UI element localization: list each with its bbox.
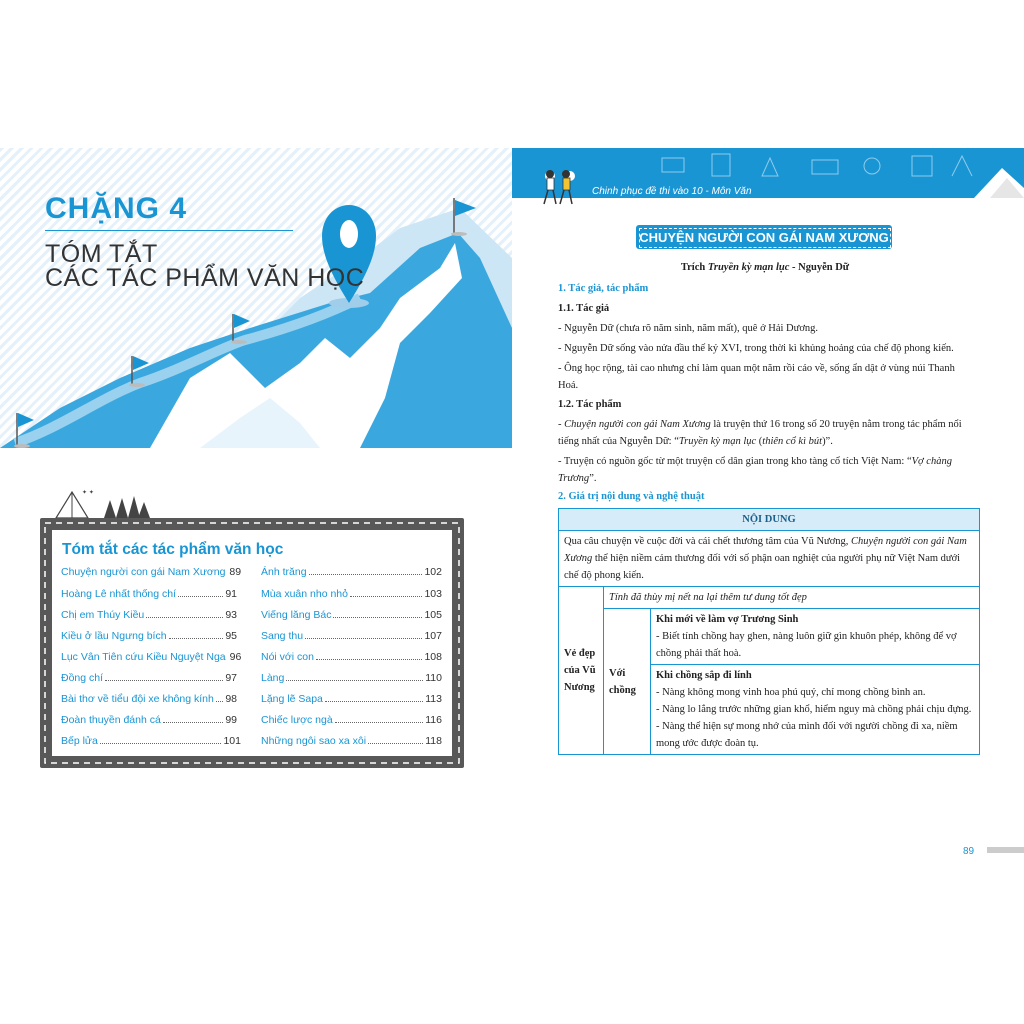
students-illustration (540, 166, 576, 210)
sub-label: Với chồng (604, 609, 651, 755)
subsection-heading: 1.2. Tác phẩm (558, 399, 622, 410)
section-heading: 1. Tác giả, tác phẩm (558, 283, 649, 294)
source-line: Trích Truyền kỳ mạn lục - Nguyễn Dữ (680, 262, 850, 273)
toc-entry[interactable]: Chuyện người con gái Nam Xương 89 (61, 566, 242, 578)
subsection-heading: 1.1. Tác giả (558, 303, 610, 314)
toc-entry[interactable]: Chị em Thúy Kiều 93 (61, 609, 237, 621)
paragraph: - Truyện có nguồn gốc từ một truyện cổ dân gian trong kho tàng cổ tích Việt Nam: “Vợ chàng Trương”. (558, 456, 952, 484)
page-number-bar (987, 847, 1024, 853)
chapter-subtitle-line-2: CÁC TÁC PHẨM VĂN HỌC (45, 264, 365, 292)
paragraph: - Nguyễn Dữ (chưa rõ năm sinh, năm mất), quê ở Hải Dương. (558, 323, 818, 334)
toc-entry[interactable]: Chiếc lược ngà 116 (261, 714, 442, 726)
chapter-title: CHẶNG 4 (45, 192, 188, 225)
paragraph: - Nguyễn Dữ sống vào nửa đầu thế kỷ XVI, trong thời kì khủng hoảng của chế độ phong kiến. (558, 343, 954, 354)
toc-entry[interactable]: Lục Vân Tiên cứu Kiều Nguyệt Nga 96 (61, 651, 242, 663)
svg-text:✦ ✦: ✦ ✦ (82, 489, 94, 496)
row-label: Vẻ đẹp của Vũ Nương (559, 587, 604, 755)
paragraph: - Chuyện người con gái Nam Xương là truyện thứ 16 trong số 20 truyện nằm trong tác phẩm nổi tiếng nhất của Nguyễn Dữ: “Truyền kỳ mạn lục (thiên cổ kì bút)”. (558, 419, 962, 447)
story-title: CHUYỆN NGƯỜI CON GÁI NAM XƯƠNG (639, 230, 889, 245)
toc-entry[interactable]: Hoàng Lê nhất thống chí 91 (61, 588, 237, 600)
chapter-subtitle-line-1: TÓM TẮT (45, 240, 158, 268)
toc-entry[interactable]: Ánh trăng 102 (261, 566, 442, 578)
section-heading: 2. Giá trị nội dung và nghệ thuật (558, 491, 705, 502)
table-cell: Khi mới về làm vợ Trương Sinh - Biết tính chồng hay ghen, nàng luôn giữ gìn khuôn phép, không để vợ chồng phải thất hoà. (651, 609, 980, 665)
table-cell: Khi chồng sắp đi lính - Nàng không mong vinh hoa phú quý, chỉ mong chồng bình an. - Nàng lo lắng trước những gian khổ, hiểm nguy mà chồng phải chịu đựng. - Nàng thể hiện sự mong nhớ của mình đối với người chồng đi xa, niềm mong ước được đoàn tụ. (651, 665, 980, 755)
toc-entry[interactable]: Làng 110 (261, 672, 442, 684)
table-intro: Qua câu chuyện về cuộc đời và cái chết thương tâm của Vũ Nương, Chuyện người con gái Nam Xương thể hiện niềm cảm thương đối với số phận oan nghiệt của người phụ nữ Việt Nam dưới chế độ phong kiến. (559, 531, 980, 587)
page-number: 89 (963, 846, 975, 857)
toc-entry[interactable]: Những ngôi sao xa xôi 118 (261, 735, 442, 747)
toc-entry[interactable]: Bài thơ về tiểu đội xe không kính 98 (61, 693, 237, 705)
toc-entry[interactable]: Bếp lửa 101 (61, 735, 241, 747)
toc-entry[interactable]: Đồng chí 97 (61, 672, 237, 684)
paragraph: - Ông học rộng, tài cao nhưng chỉ làm quan một năm rồi cáo về, sống ẩn dật ở vùng núi Thanh Hoá. (558, 363, 955, 391)
campsite-icon (52, 486, 152, 520)
toc-entry[interactable]: Kiều ở lầu Ngưng bích 95 (61, 630, 237, 642)
toc-title: Tóm tắt các tác phẩm văn học (62, 541, 284, 558)
toc-entry[interactable]: Đoàn thuyền đánh cá 99 (61, 714, 237, 726)
toc-entry[interactable]: Lặng lẽ Sapa 113 (261, 693, 442, 705)
table-header: NỘI DUNG (559, 509, 980, 531)
italic-row: Tính đã thùy mị nết na lại thêm tư dung tốt đẹp (604, 587, 980, 609)
chapter-divider (45, 230, 293, 231)
page-header-banner (512, 148, 1024, 198)
content-table (558, 508, 980, 755)
book-series-title: Chinh phục đề thi vào 10 - Môn Văn (592, 186, 752, 197)
toc-entry[interactable]: Nói với con 108 (261, 651, 442, 663)
toc-entry[interactable]: Sang thu 107 (261, 630, 442, 642)
toc-entry[interactable]: Mùa xuân nho nhỏ 103 (261, 588, 442, 600)
toc-entry[interactable]: Viếng lăng Bác 105 (261, 609, 442, 621)
